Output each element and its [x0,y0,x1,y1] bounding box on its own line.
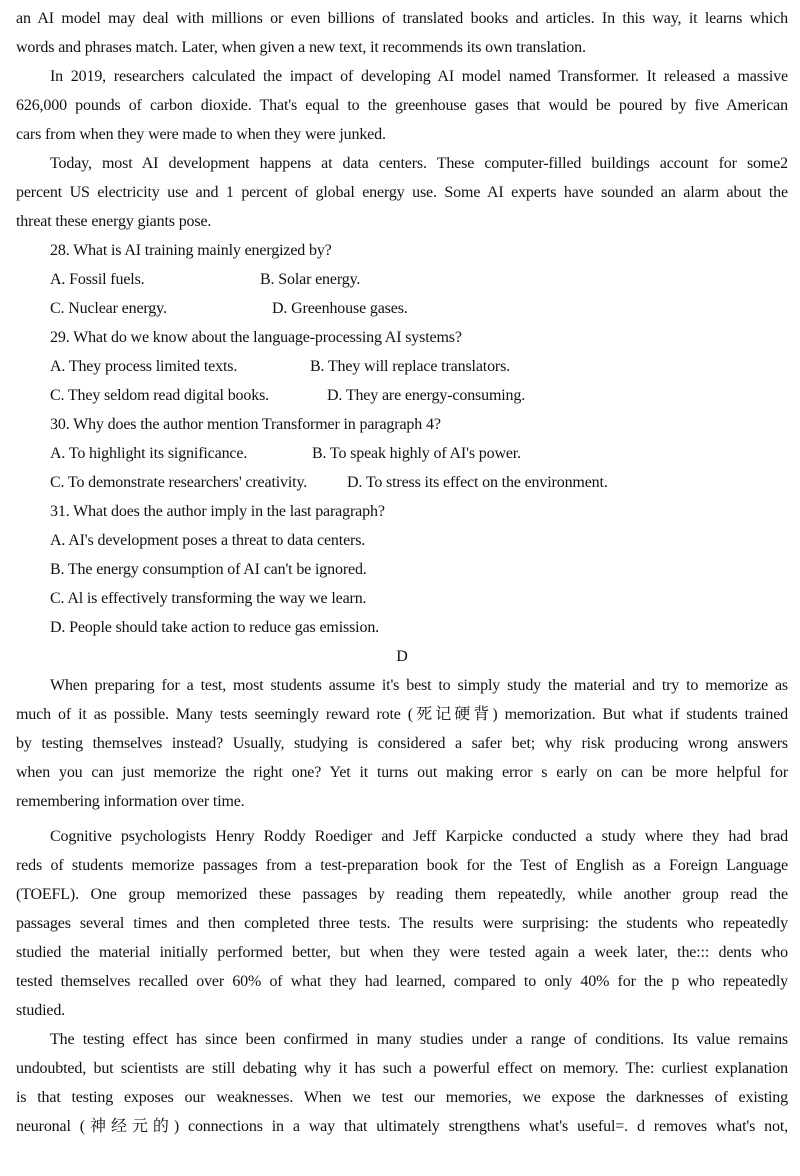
option-a[interactable]: A. To highlight its significance. [50,445,248,462]
passage-line: cars from when they were made to when they were junked. [16,126,386,143]
option-d[interactable]: D. Greenhouse gases. [272,300,408,317]
option-d[interactable]: D. People should take action to reduce gas emission. [50,619,380,636]
question-30-options-row-2 [16,468,788,497]
passage-line: by testing themselves instead? Usually, studying is considered a safer bet; why risk producing wrong answers [16,735,788,752]
question-28-stem: 28. What is AI training mainly energized by? [50,242,332,259]
option-b[interactable]: B. They will replace translators. [310,358,511,375]
exam-page [16,0,788,1141]
passage-line: In 2019, researchers calculated the impact of developing AI model named Transformer. It released a massive [50,68,788,85]
passage-line: reds of students memorize passages from a test-preparation book for the Test of English as a Foreign Language [16,857,788,874]
section-heading: D [396,648,408,665]
passage-line: When preparing for a test, most students assume it's best to simply study the material and try to memorize as [50,677,788,694]
passage-line: threat these energy giants pose. [16,213,212,230]
passage-line: studied the material initially performed better, but when they were tested again a week later, the::: dents who [16,944,788,961]
passage-line: words and phrases match. Later, when given a new text, it recommends its own translation. [16,39,586,56]
question-28-options-row-2 [16,294,788,323]
passage-line: passages several times and then completed three tests. The results were surprising: the students who repeatedly [16,915,788,932]
passage-line: neuronal (神经元的) connections in a way that ultimately strengthens what's useful=. d removes what's not, [16,1118,788,1135]
option-d[interactable]: D. They are energy-consuming. [327,387,526,404]
option-a[interactable]: A. AI's development poses a threat to data centers. [50,532,366,549]
passage-line: tested themselves recalled over 60% of what they had learned, compared to only 40% for the p who repeatedly [16,973,788,990]
option-c[interactable]: C. Nuclear energy. [50,300,167,317]
option-b[interactable]: B. The energy consumption of AI can't be ignored. [50,561,367,578]
passage-line: is that testing exposes our weaknesses. When we test our memories, we expose the darknesses of existing [16,1089,788,1106]
option-b[interactable]: B. Solar energy. [260,271,361,288]
question-30-options-row-1 [16,439,788,468]
passage-line: much of it as possible. Many tests seemingly reward rote (死记硬背) memorization. But what if students trained [16,706,788,723]
question-30-stem: 30. Why does the author mention Transformer in paragraph 4? [50,416,441,433]
question-29-options-row-1 [16,352,788,381]
option-c[interactable]: C. Al is effectively transforming the way we learn. [50,590,367,607]
passage-line: studied. [16,1002,66,1019]
option-d[interactable]: D. To stress its effect on the environment. [347,474,608,491]
option-c[interactable]: C. They seldom read digital books. [50,387,270,404]
option-a[interactable]: A. They process limited texts. [50,358,238,375]
question-31-stem: 31. What does the author imply in the last paragraph? [50,503,385,520]
question-29-stem: 29. What do we know about the language-processing AI systems? [50,329,462,346]
option-b[interactable]: B. To speak highly of AI's power. [312,445,521,462]
passage-line: undoubted, but scientists are still debating why it has such a powerful effect on memory. The: curliest explanation [16,1060,788,1077]
passage-line: an AI model may deal with millions or even billions of translated books and articles. In this way, it learns which [16,10,788,27]
passage-line: when you can just memorize the right one? Yet it turns out making error s early on can be more helpful for [16,764,788,781]
question-29-options-row-2 [16,381,788,410]
passage-line: The testing effect has since been confirmed in many studies under a range of conditions. Its value remains [50,1031,788,1048]
passage-line: percent US electricity use and 1 percent of global energy use. Some AI experts have sounded an alarm about the [16,184,788,201]
option-c[interactable]: C. To demonstrate researchers' creativity. [50,474,308,491]
option-a[interactable]: A. Fossil fuels. [50,271,145,288]
passage-line: Today, most AI development happens at data centers. These computer-filled buildings account for some2 [50,155,788,172]
passage-line: 626,000 pounds of carbon dioxide. That's equal to the greenhouse gases that would be poured by five American [16,97,788,114]
passage-line: remembering information over time. [16,793,245,810]
passage-line: (TOEFL). One group memorized these passages by reading them repeatedly, while another group read the [16,886,788,903]
passage-line: Cognitive psychologists Henry Roddy Roediger and Jeff Karpicke conducted a study where they had brad [50,828,788,845]
question-28-options-row-1 [16,265,788,294]
